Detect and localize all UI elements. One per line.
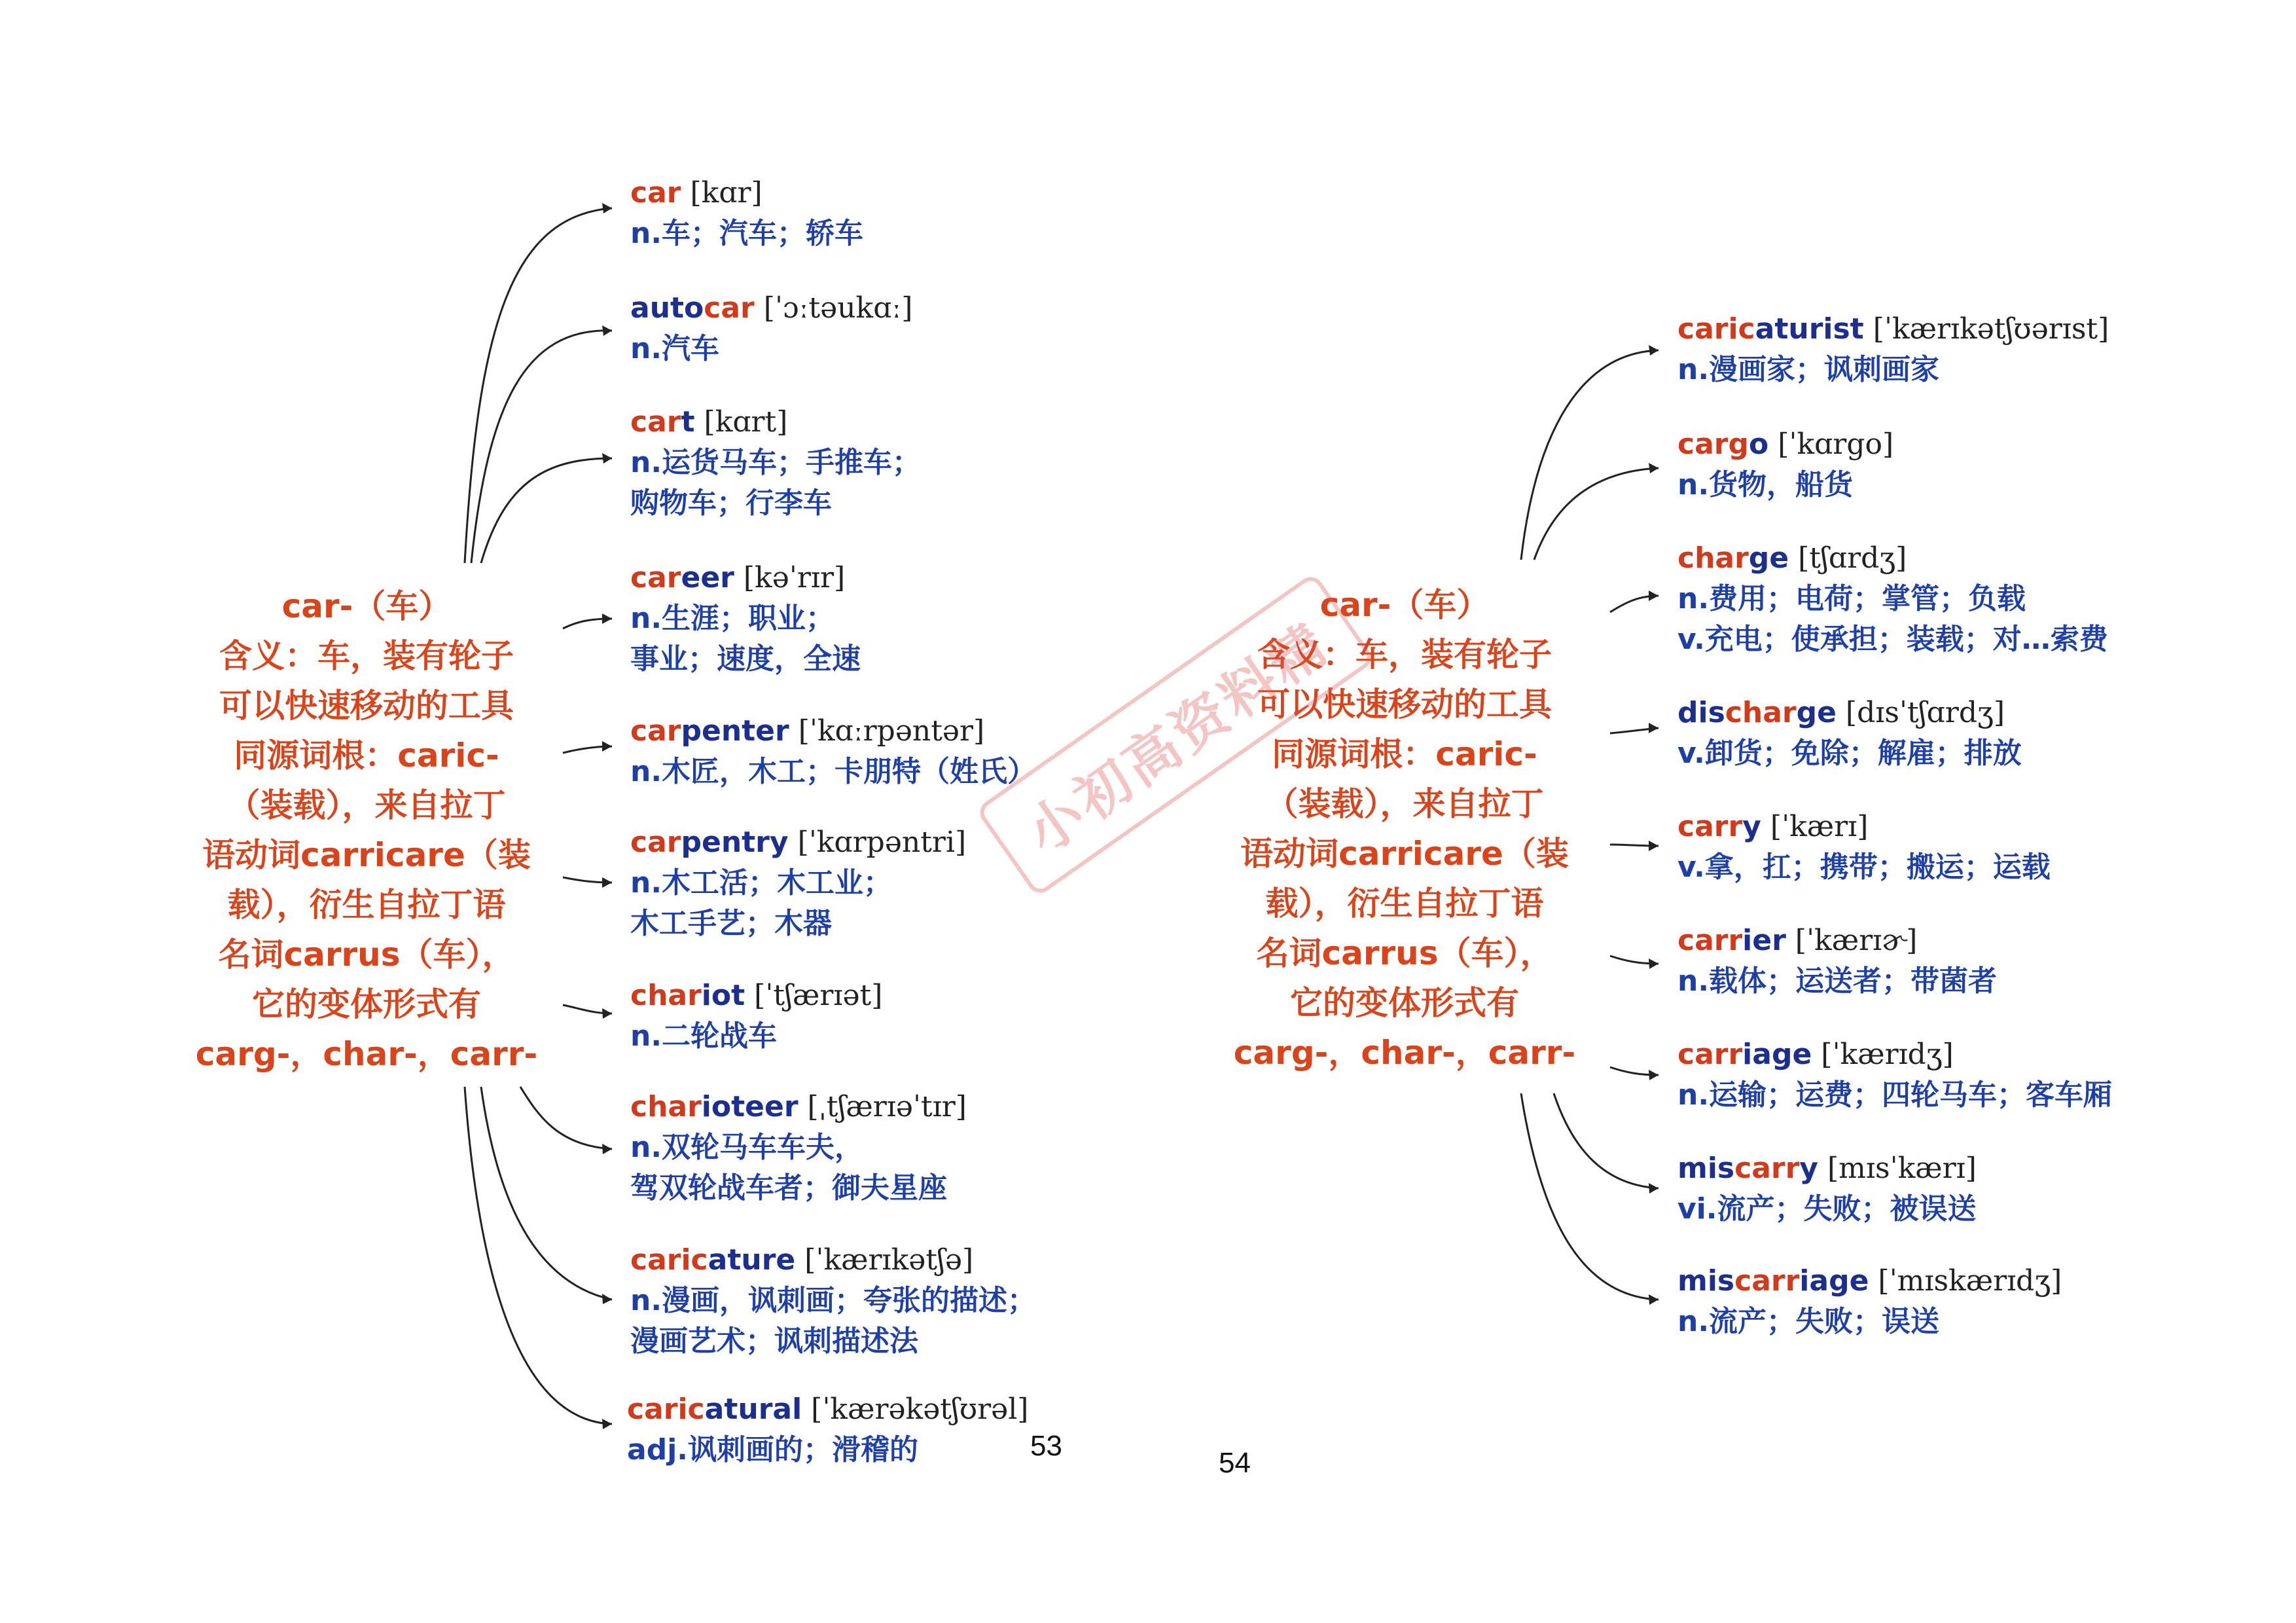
word-suffix: o xyxy=(1748,428,1769,461)
definition: n.载体；运送者；带菌者 xyxy=(1677,964,1998,998)
word-entry xyxy=(630,711,1036,792)
root-line: 可以快速移动的工具 xyxy=(219,687,514,725)
word-prefix: dis xyxy=(1677,696,1725,729)
word-root: caric xyxy=(1677,312,1755,346)
word-root: char xyxy=(1725,696,1797,729)
word-entry xyxy=(1677,309,2109,390)
phonetic: [ˈkɑːrpəntər] xyxy=(798,714,985,748)
phonetic: [ˈkærəkətʃʊrəl] xyxy=(811,1393,1029,1426)
root-line: 含义：车，装有轮子 xyxy=(1257,636,1552,674)
word-root: caric xyxy=(627,1393,705,1426)
word-entry xyxy=(630,288,912,369)
definition: 事业；速度，全速 xyxy=(630,642,861,676)
definition: v.拿，扛；携带；搬运；运载 xyxy=(1677,850,2051,884)
word-entry xyxy=(1677,538,2108,660)
word-entry xyxy=(1677,1261,2062,1342)
word-entry xyxy=(1677,1034,2112,1116)
word-root: carr xyxy=(1677,1038,1743,1071)
definition: 漫画艺术；讽刺描述法 xyxy=(630,1324,918,1358)
definition: 木工手艺；木器 xyxy=(630,907,832,940)
word-suffix: ge xyxy=(1748,541,1789,575)
word-suffix: aturist xyxy=(1755,312,1864,346)
word-suffix: ge xyxy=(1796,696,1837,729)
definition: n.车；汽车；轿车 xyxy=(630,217,864,250)
definition: n.运输；运费；四轮马车；客车厢 xyxy=(1677,1078,2113,1112)
word-suffix: y xyxy=(1799,1152,1818,1185)
page-number: 54 xyxy=(1219,1447,1251,1479)
word-suffix: eer xyxy=(681,561,734,594)
phonetic: [ˈkærɪdʒ] xyxy=(1821,1038,1954,1071)
root-line: 同源词根：caric- xyxy=(234,737,499,775)
word-suffix: y xyxy=(1742,810,1761,843)
definition: n.漫画，讽刺画；夸张的描述； xyxy=(630,1284,1037,1317)
word-root: car xyxy=(630,405,681,439)
word-root: carg xyxy=(1677,428,1749,461)
word-prefix: mis xyxy=(1677,1264,1735,1298)
page-number: 53 xyxy=(1030,1430,1062,1462)
phonetic: [mɪsˈkærɪ] xyxy=(1827,1152,1977,1185)
root-variants: carg-，char-，carr- xyxy=(195,1035,538,1073)
word-root: caric xyxy=(630,1243,708,1277)
definition: n.二轮战车 xyxy=(630,1019,778,1053)
phonetic: [ˈkɑrgo] xyxy=(1778,428,1894,461)
definition: 购物车；行李车 xyxy=(630,486,832,520)
definition: v.充电；使承担；装载；对…索费 xyxy=(1677,623,2108,656)
root-line: 名词carrus（车）， xyxy=(218,936,515,974)
word-suffix: iage xyxy=(1799,1264,1869,1298)
word-suffix: t xyxy=(681,405,695,439)
root-line: （装载），来自拉丁 xyxy=(1265,785,1544,823)
root-line: 语动词carricare（装 xyxy=(202,836,531,874)
word-root: char xyxy=(630,1090,702,1123)
root-variants: carg-，char-，carr- xyxy=(1233,1034,1576,1072)
phonetic: [ˌtʃærɪəˈtɪr] xyxy=(807,1090,967,1123)
root-explanation xyxy=(177,581,556,1079)
root-line: 载），衍生自拉丁语 xyxy=(227,886,506,924)
word-entry xyxy=(630,1087,967,1209)
phonetic: [ˈkærɪkətʃʊərɪst] xyxy=(1873,312,2109,346)
phonetic: [ˈɔːtəukɑː] xyxy=(763,291,913,325)
phonetic: [kɑr] xyxy=(690,176,762,210)
definition: n.费用；电荷；掌管；负载 xyxy=(1677,582,2026,615)
definition: adj.讽刺画的；滑稽的 xyxy=(627,1433,918,1467)
phonetic: [ˈkærɪkətʃə] xyxy=(804,1243,974,1277)
phonetic: [tʃɑrdʒ] xyxy=(1798,541,1907,575)
word-suffix: pentry xyxy=(681,826,789,859)
word-root: car xyxy=(630,561,681,594)
word-root: carr xyxy=(1677,810,1743,843)
word-entry xyxy=(1677,1148,1977,1230)
word-entry xyxy=(630,1240,1036,1362)
definition: n.双轮马车车夫， xyxy=(630,1131,864,1164)
word-suffix: penter xyxy=(681,714,789,748)
definition: v.卸货；免除；解雇；排放 xyxy=(1677,737,2022,770)
root-line: 含义：车，装有轮子 xyxy=(219,637,514,675)
definition: n.运货马车；手推车； xyxy=(630,446,922,479)
phonetic: [kɑrt] xyxy=(704,405,788,439)
word-suffix: atural xyxy=(704,1393,802,1426)
root-line: 名词carrus（车）， xyxy=(1256,934,1553,972)
definition: n.货物，船货 xyxy=(1677,468,1854,501)
definition: n.汽车 xyxy=(630,332,720,365)
phonetic: [kəˈrɪr] xyxy=(743,561,846,594)
word-suffix: iage xyxy=(1742,1038,1812,1071)
word-entry xyxy=(627,1389,1028,1470)
root-title: car-（车） xyxy=(1319,586,1490,624)
page-54 xyxy=(1148,0,2296,1623)
word-prefix: mis xyxy=(1677,1152,1735,1185)
root-line: 语动词carricare（装 xyxy=(1240,835,1569,873)
root-line: 它的变体形式有 xyxy=(252,985,481,1023)
phonetic: [ˈmɪskærɪdʒ] xyxy=(1878,1264,2062,1298)
word-entry xyxy=(630,976,882,1057)
root-line: 同源词根：caric- xyxy=(1272,735,1537,773)
phonetic: [ˈtʃærɪət] xyxy=(754,979,883,1012)
definition: n.生涯；职业； xyxy=(630,602,835,635)
definition: vi.流产；失败；被误送 xyxy=(1677,1192,1977,1226)
phonetic: [ˈkɑrpəntri] xyxy=(797,826,967,859)
word-root: carr xyxy=(1677,924,1743,957)
watermark-stamp: 小初高资料精 xyxy=(975,572,1376,898)
word-entry xyxy=(630,173,863,254)
word-root: car xyxy=(630,176,681,210)
definition: n.木匠，木工；卡朋特（姓氏） xyxy=(630,755,1037,788)
word-suffix: ier xyxy=(1742,924,1786,957)
phonetic: [ˈkærɪ] xyxy=(1770,810,1869,843)
word-entry xyxy=(1677,921,1997,1002)
word-suffix: ioteer xyxy=(701,1090,798,1123)
word-root: char xyxy=(1677,541,1749,575)
word-entry xyxy=(630,822,966,944)
word-entry xyxy=(630,558,861,680)
word-prefix: auto xyxy=(630,291,704,325)
root-line: （装载），来自拉丁 xyxy=(227,786,506,824)
word-root: carr xyxy=(1734,1264,1800,1298)
definition: 驾双轮战车者；御夫星座 xyxy=(630,1171,947,1205)
definition: n.流产；失败；误送 xyxy=(1677,1305,1940,1338)
root-line: 可以快速移动的工具 xyxy=(1257,685,1552,723)
phonetic: [ˈkærɪɚ] xyxy=(1795,924,1918,957)
phonetic: [dɪsˈtʃɑrdʒ] xyxy=(1845,696,2005,729)
definition: n.木工活；木工业； xyxy=(630,866,893,900)
word-entry xyxy=(1677,693,2022,774)
word-root: carr xyxy=(1734,1152,1800,1185)
word-suffix: iot xyxy=(701,979,745,1012)
root-line: 它的变体形式有 xyxy=(1290,984,1519,1022)
word-root: car xyxy=(630,714,681,748)
root-title: car-（车） xyxy=(281,587,452,625)
root-line: 载），衍生自拉丁语 xyxy=(1265,884,1544,922)
word-root: car xyxy=(704,291,755,325)
word-entry xyxy=(630,402,921,524)
word-entry xyxy=(1677,424,1893,505)
word-root: char xyxy=(630,979,702,1012)
definition: n.漫画家；讽刺画家 xyxy=(1677,353,1940,386)
word-root: car xyxy=(630,826,681,859)
word-suffix: ature xyxy=(708,1243,796,1277)
word-entry xyxy=(1677,807,2051,888)
